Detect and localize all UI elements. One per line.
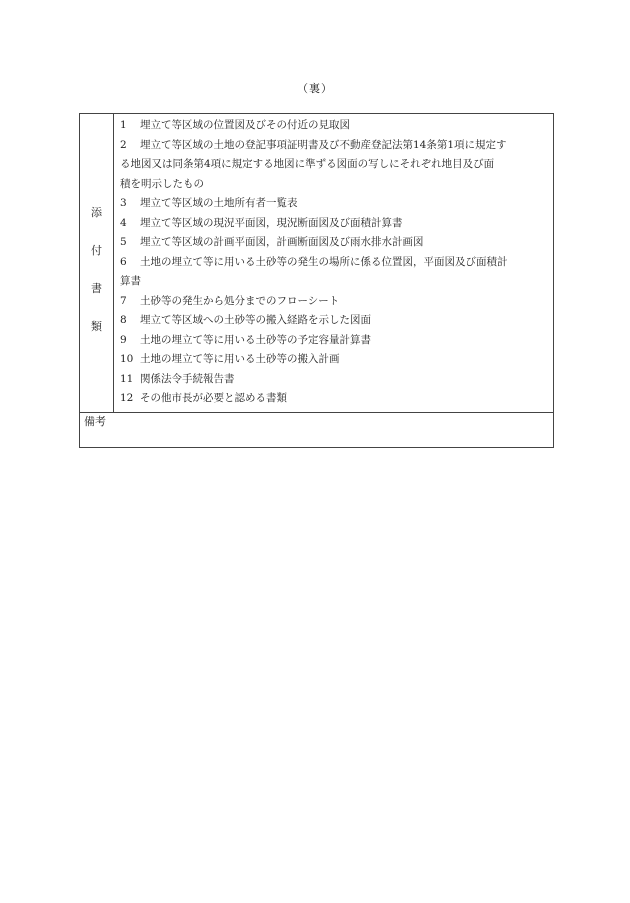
list-item [120,136,549,156]
list-item [120,350,549,370]
list-item-continuation [120,272,549,292]
list-item-number: 9 [120,333,127,346]
list-item-text: 関係法令手続報告書 [140,372,235,385]
attachments-list [114,114,554,413]
attachments-label-cell [80,114,114,413]
label-char: 書 [91,282,102,295]
label-char: 添 [91,206,102,219]
list-item [120,292,549,312]
list-item-text: 埋立て等区域の土地の登記事項証明書及び不動産登記法第14条第1項に規定す [140,138,507,151]
attachments-table [79,113,554,448]
list-item-text: 埋立て等区域の現況平面図，現況断面図及び面積計算書 [140,216,403,229]
list-item-number: 6 [120,255,127,268]
list-item-text: 土地の埋立て等に用いる土砂等の発生の場所に係る位置図，平面図及び面積計 [140,255,508,268]
list-item-number: 2 [120,138,127,151]
list-item-number: 7 [120,294,127,307]
list-item-text: 積を明示したもの [120,177,204,190]
list-item-number: 4 [120,216,127,229]
attachments-label [80,114,113,334]
list-item-text: る地図又は同条第4項に規定する地図に準ずる図面の写しにそれぞれ地目及び面 [120,158,495,170]
list-item-continuation [120,175,549,195]
list-item-text: 土砂等の発生から処分までのフローシート [140,294,340,307]
list-item-text: その他市長が必要と認める書類 [140,392,287,404]
page-heading: （裏） [297,82,333,95]
list-item-number: 8 [120,314,127,326]
list-item-text: 算書 [120,275,141,287]
list-item [120,331,549,351]
label-char: 類 [91,320,102,333]
remarks-label: 備考 [84,414,106,428]
remarks-row [80,412,554,447]
list-item [120,311,549,331]
list-item [120,253,549,273]
list-item-text: 埋立て等区域の位置図及びその付近の見取図 [140,119,350,131]
list-item [120,214,549,234]
list-item-number: 12 [120,392,134,404]
label-char: 付 [91,244,102,257]
attachments-row [80,114,554,413]
list-item-text: 埋立て等区域の計画平面図，計画断面図及び雨水排水計画図 [140,236,424,248]
list-item-number: 5 [120,236,127,248]
list-item [120,370,549,390]
list-item-text: 土地の埋立て等に用いる土砂等の予定容量計算書 [140,333,371,346]
list-item [120,233,549,253]
list-item-text: 埋立て等区域の土地所有者一覧表 [140,197,298,209]
list-item-text: 土地の埋立て等に用いる土砂等の搬入計画 [140,353,340,365]
list-item-number: 1 [120,119,127,131]
remarks-cell [80,412,554,447]
list-item-number: 10 [120,353,134,365]
list-item-number: 11 [120,372,134,385]
list-item-number: 3 [120,197,127,209]
list-item-text: 埋立て等区域への土砂等の搬入経路を示した図面 [140,314,371,326]
list-item-continuation [120,155,549,175]
list-item [120,389,549,409]
list-item [120,116,549,136]
list-item [120,194,549,214]
